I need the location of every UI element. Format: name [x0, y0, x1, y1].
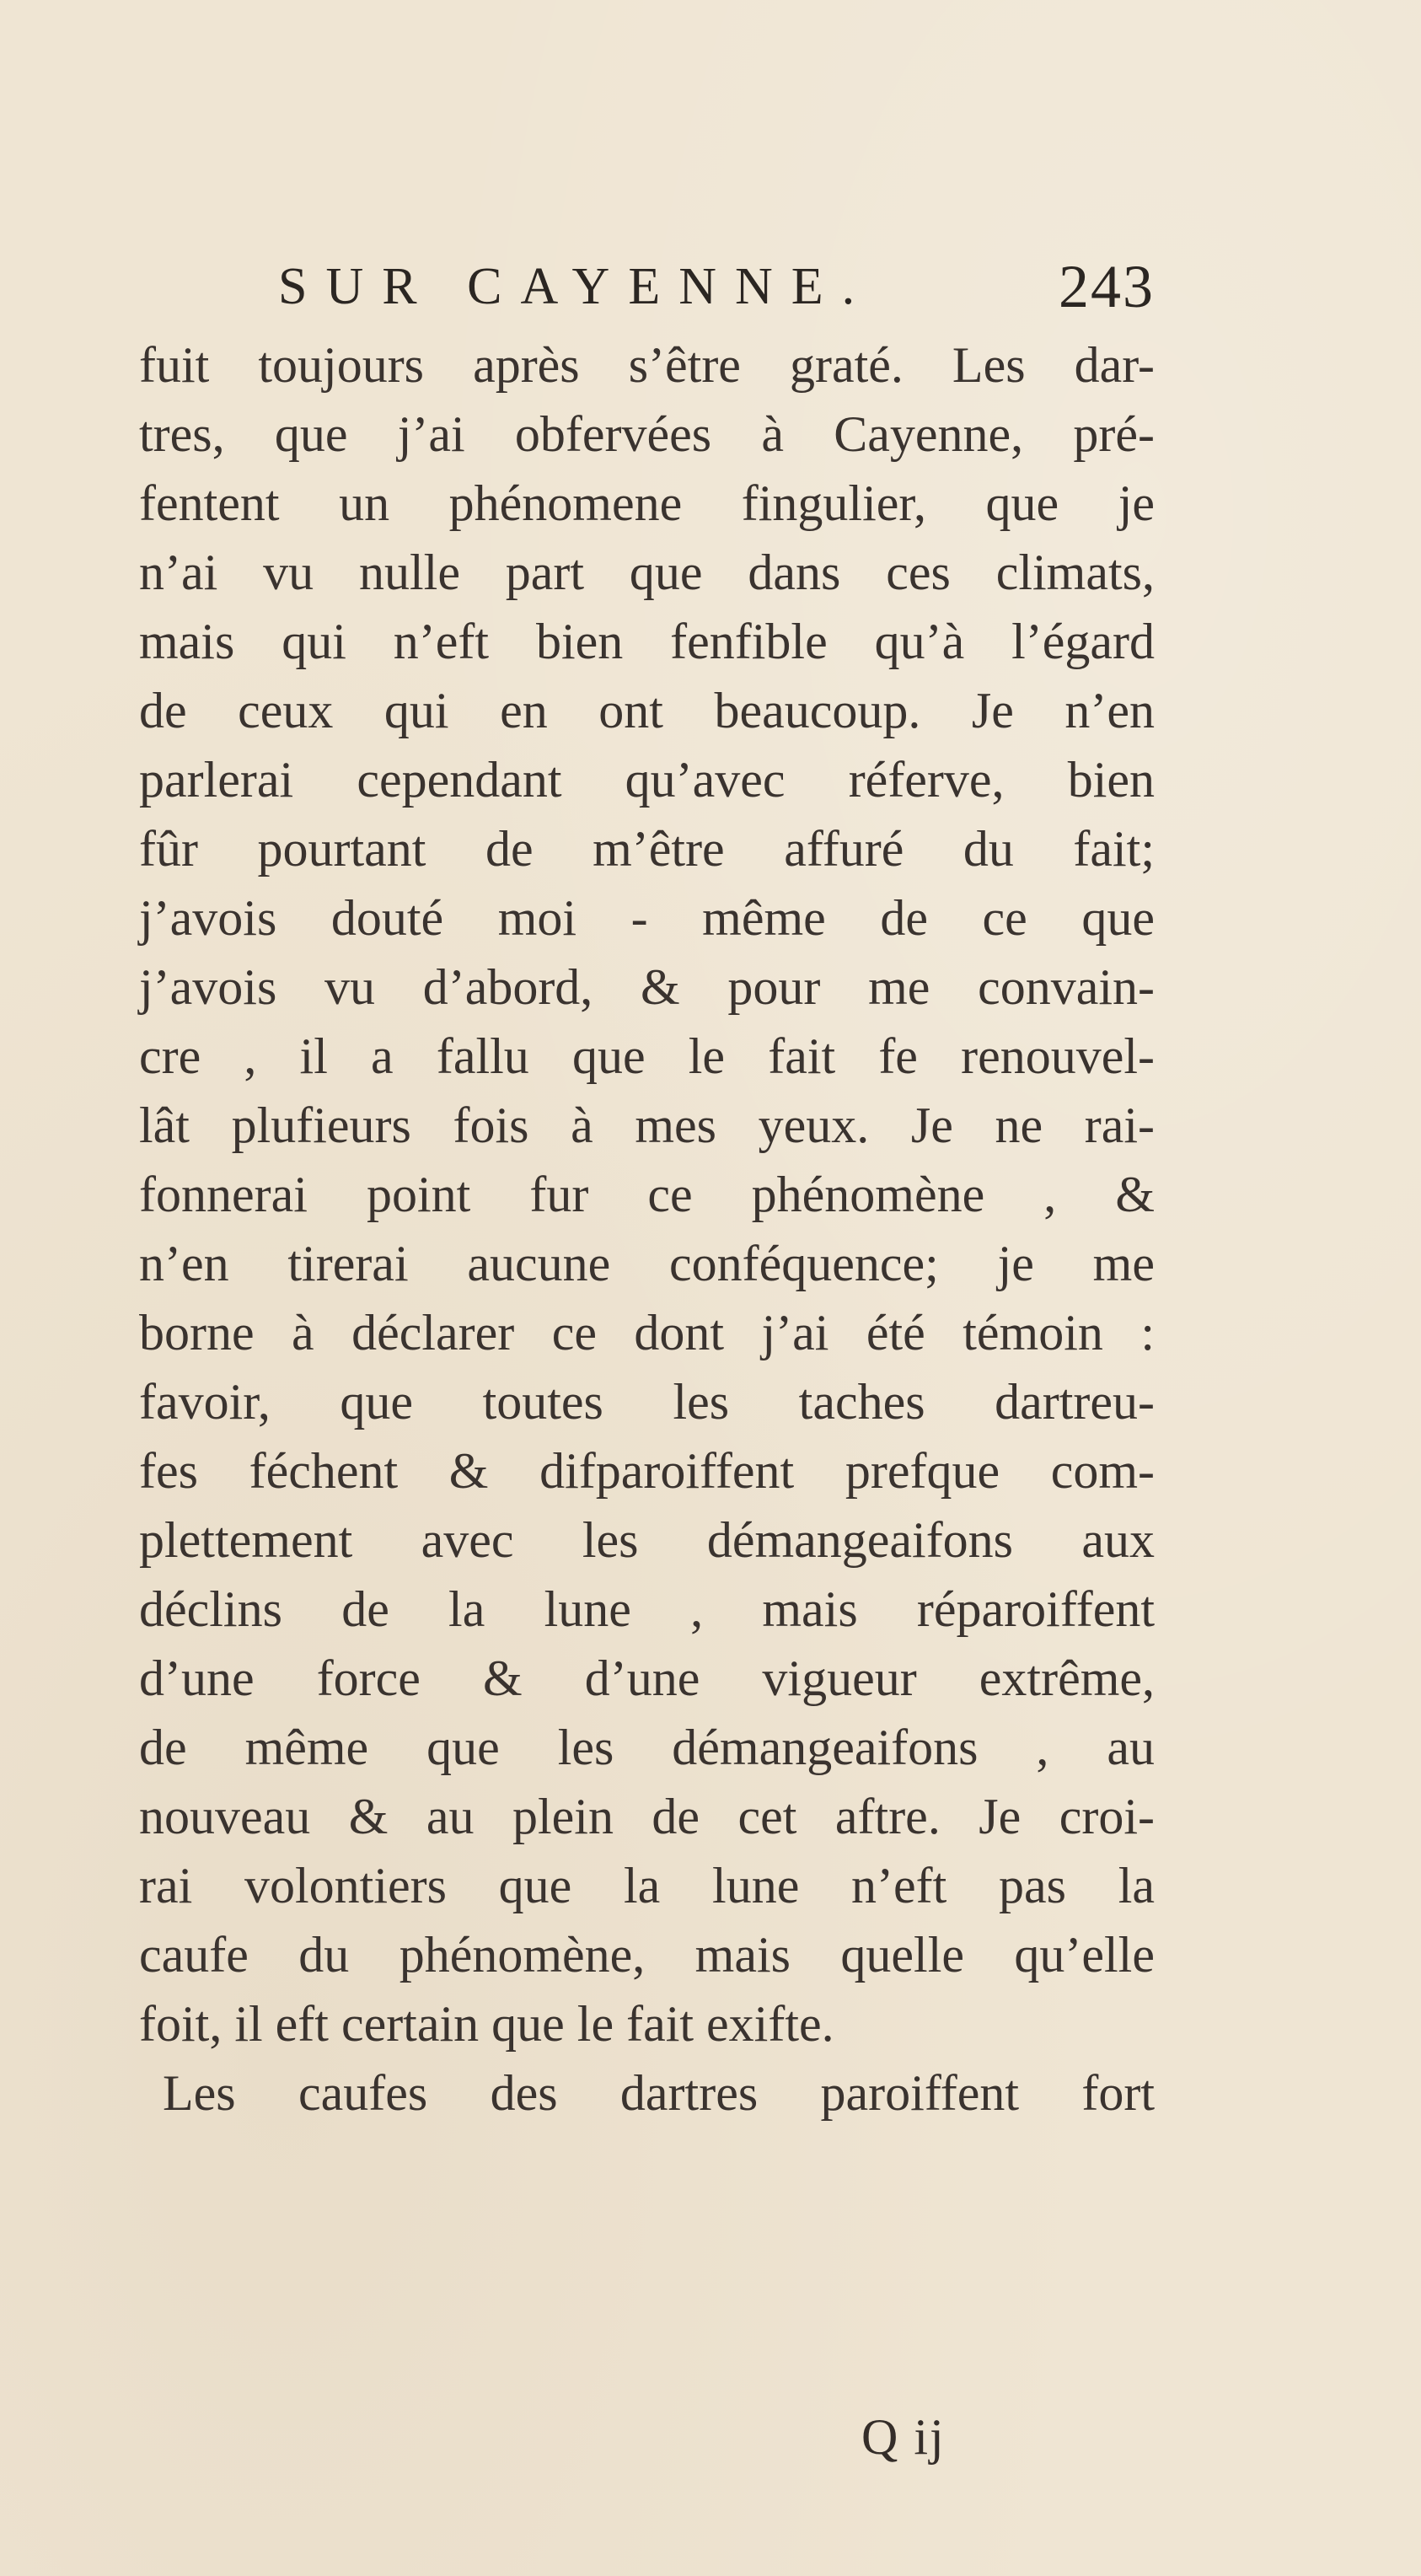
text-line: caufe du phénomène, mais quelle qu’elle: [139, 1927, 1155, 1983]
text-line: j’avois vu d’abord, & pour me convain-: [139, 959, 1155, 1015]
text-line: lât plufieurs fois à mes yeux. Je ne rai-: [139, 1097, 1155, 1153]
text-line: nouveau & au plein de cet aftre. Je croi-: [139, 1789, 1155, 1844]
text-line: fentent un phénomene fingulier, que je: [139, 475, 1155, 531]
text-line: mais qui n’eft bien fenfible qu’à l’égard: [139, 614, 1155, 669]
text-line: cre , il a fallu que le fait fe renouvel-: [139, 1028, 1155, 1084]
page-number: 243: [1059, 253, 1155, 320]
text-line: Les caufes des dartres paroiffent fort: [163, 2065, 1155, 2121]
page-header: [278, 244, 1155, 337]
text-line: foit, il eft certain que le fait exifte.: [139, 1996, 834, 2052]
text-line: j’avois douté moi - même de ce que: [139, 890, 1155, 946]
text-line: favoir, que toutes les taches dartreu-: [139, 1374, 1155, 1430]
text-line: déclins de la lune , mais réparoiffent: [139, 1581, 1155, 1637]
text-line: n’en tirerai aucune conféquence; je me: [139, 1236, 1155, 1291]
text-line: de même que les démangeaifons , au: [139, 1720, 1155, 1775]
text-line: n’ai vu nulle part que dans ces climats,: [139, 545, 1155, 600]
text-line: d’une force & d’une vigueur extrême,: [139, 1650, 1155, 1706]
text-line: fuit toujours après s’être graté. Les dar-: [139, 337, 1155, 393]
text-line: tres, que j’ai obfervées à Cayenne, pré-: [139, 406, 1155, 462]
text-line: plettement avec les démangeaifons aux: [139, 1512, 1155, 1568]
text-line: rai volontiers que la lune n’eft pas la: [139, 1858, 1155, 1913]
text-line: fes féchent & difparoiffent prefque com-: [139, 1443, 1155, 1499]
text-line: borne à déclarer ce dont j’ai été témoin :: [139, 1305, 1155, 1360]
text-line: parlerai cependant qu’avec réferve, bien: [139, 752, 1155, 808]
signature-mark: Q ij: [861, 2409, 946, 2465]
text-line: fûr pourtant de m’être affuré du fait;: [139, 821, 1155, 877]
text-line: fonnerai point fur ce phénomène , &: [139, 1167, 1155, 1222]
body-text: [139, 330, 1155, 2128]
text-line: de ceux qui en ont beaucoup. Je n’en: [139, 683, 1155, 738]
running-head: SUR CAYENNE.: [278, 258, 874, 315]
